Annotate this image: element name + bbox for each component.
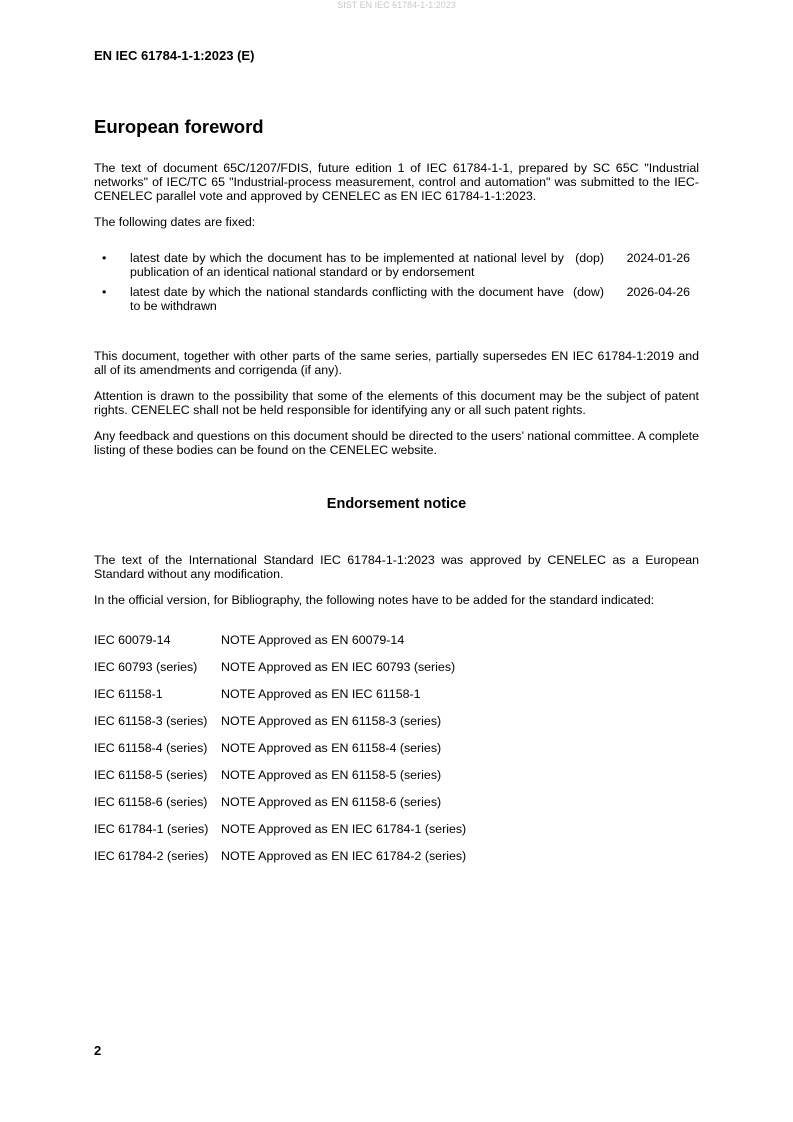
endorsement-paragraph-2: In the official version, for Bibliography, the following notes have to be added for the standard indicated: <box>94 593 655 607</box>
endorsement-title: Endorsement notice <box>326 496 467 512</box>
note-reference: IEC 61158-1 <box>94 687 163 701</box>
bullet-icon: • <box>102 251 107 265</box>
page-number: 2 <box>94 1043 102 1058</box>
note-text: NOTE Approved as EN IEC 61784-2 (series) <box>221 849 467 863</box>
note-text: NOTE Approved as EN 61158-5 (series) <box>221 768 442 782</box>
watermark: SIST EN IEC 61784-1-1:2023 <box>337 0 456 10</box>
date-item-date: 2026-04-26 <box>626 285 690 299</box>
note-row <box>94 714 699 741</box>
bullet-icon: • <box>102 285 107 299</box>
note-reference: IEC 60793 (series) <box>94 660 198 674</box>
note-row <box>94 741 699 768</box>
document-id: EN IEC 61784-1-1:2023 (E) <box>94 48 255 63</box>
note-row <box>94 768 699 795</box>
note-reference: IEC 61784-2 (series) <box>94 849 209 863</box>
note-reference: IEC 61158-6 (series) <box>94 795 208 809</box>
note-reference: IEC 60079-14 <box>94 633 171 647</box>
note-text: NOTE Approved as EN 60079-14 <box>221 633 405 647</box>
foreword-paragraph-1: The text of document 65C/1207/FDIS, future edition 1 of IEC 61784-1-1, prepared by SC 65C "Industrial networks" of IEC/TC 65 "Industrial-process measurement, control and automation" was submitted to the IEC-CENELEC parallel vote and approved by CENELEC as EN IEC 61784-1-1:2023. <box>94 161 699 203</box>
note-text: NOTE Approved as EN 61158-6 (series) <box>221 795 442 809</box>
note-row <box>94 687 699 714</box>
note-row <box>94 822 699 849</box>
note-row <box>94 660 699 687</box>
date-item-code: (dop) <box>575 251 604 265</box>
date-item-code: (dow) <box>573 285 604 299</box>
bibliography-notes <box>94 633 699 876</box>
dates-intro: The following dates are fixed: <box>94 215 256 229</box>
dates-list <box>94 251 699 313</box>
note-row <box>94 795 699 822</box>
note-text: NOTE Approved as EN IEC 61158-1 <box>221 687 421 701</box>
date-item-text: latest date by which the national standards conflicting with the document have to be withdrawn <box>130 285 564 313</box>
foreword-paragraph-4: Any feedback and questions on this document should be directed to the users’ national committee. A complete listing of these bodies can be found on the CENELEC website. <box>94 429 699 457</box>
page-content <box>94 116 699 876</box>
note-text: NOTE Approved as EN 61158-3 (series) <box>221 714 442 728</box>
note-row <box>94 849 699 876</box>
note-reference: IEC 61158-5 (series) <box>94 768 208 782</box>
note-reference: IEC 61158-4 (series) <box>94 741 208 755</box>
foreword-title: European foreword <box>94 116 264 137</box>
note-text: NOTE Approved as EN 61158-4 (series) <box>221 741 442 755</box>
date-item-dop <box>94 251 699 279</box>
note-text: NOTE Approved as EN IEC 61784-1 (series) <box>221 822 467 836</box>
note-row <box>94 633 699 660</box>
note-reference: IEC 61158-3 (series) <box>94 714 208 728</box>
foreword-paragraph-3: Attention is drawn to the possibility that some of the elements of this document may be the subject of patent rights. CENELEC shall not be held responsible for identifying any or all such patent rights. <box>94 389 699 417</box>
note-reference: IEC 61784-1 (series) <box>94 822 209 836</box>
date-item-dow <box>94 285 699 313</box>
endorsement-paragraph-1: The text of the International Standard IEC 61784-1-1:2023 was approved by CENELEC as a European Standard without any modification. <box>94 553 699 581</box>
date-item-text: latest date by which the document has to be implemented at national level by publication of an identical national standard or by endorsement <box>130 251 564 279</box>
foreword-paragraph-2: This document, together with other parts of the same series, partially supersedes EN IEC 61784-1:2019 and all of its amendments and corrigenda (if any). <box>94 349 699 377</box>
date-item-date: 2024-01-26 <box>626 251 690 265</box>
note-text: NOTE Approved as EN IEC 60793 (series) <box>221 660 456 674</box>
